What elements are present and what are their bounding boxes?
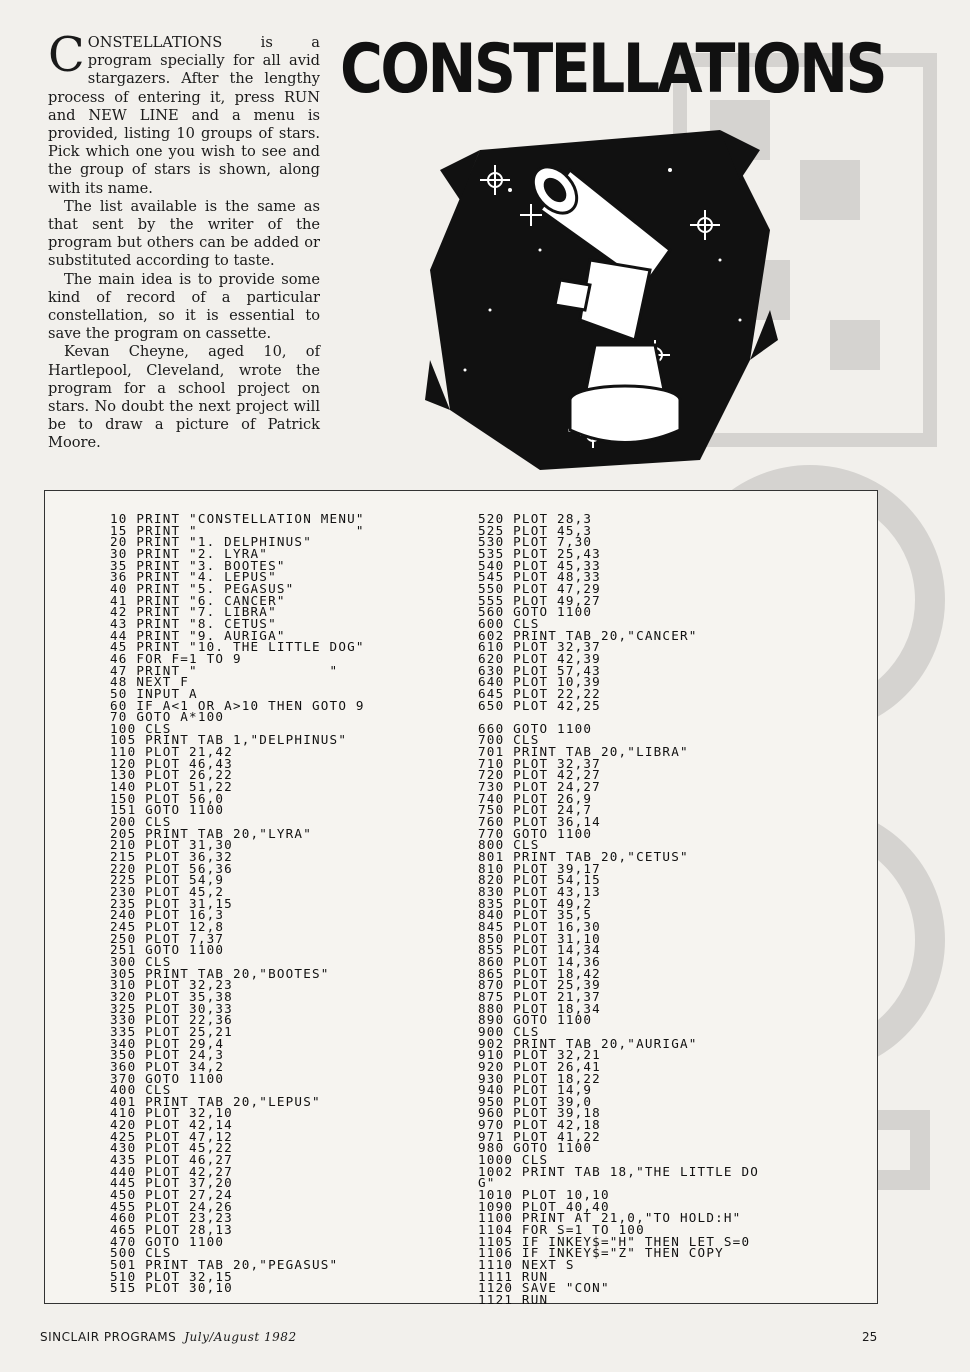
code-line: 46 FOR F=1 TO 9 <box>110 650 242 666</box>
code-line: 151 GOTO 1100 <box>110 802 225 818</box>
code-line: 400 CLS <box>110 1082 172 1098</box>
code-line: 525 PLOT 45,3 <box>478 522 593 538</box>
code-line: 910 PLOT 32,21 <box>478 1047 601 1063</box>
code-line: 920 PLOT 26,41 <box>478 1058 601 1074</box>
code-line: 800 CLS <box>478 837 540 853</box>
code-line: 840 PLOT 35,5 <box>478 907 593 923</box>
code-line: 740 PLOT 26,9 <box>478 790 593 806</box>
code-line: 70 GOTO A*100 <box>110 709 225 725</box>
code-line: 42 PRINT "7. LIBRA" <box>110 604 277 620</box>
code-line: 310 PLOT 32,23 <box>110 977 233 993</box>
code-line: 602 PRINT TAB 20,"CANCER" <box>478 627 698 643</box>
code-line: 980 GOTO 1100 <box>478 1140 593 1156</box>
code-line: 105 PRINT TAB 1,"DELPHINUS" <box>110 732 348 748</box>
code-line: 130 PLOT 26,22 <box>110 767 233 783</box>
code-line: 1002 PRINT TAB 18,"THE LITTLE DO <box>478 1163 760 1179</box>
code-line: 15 PRINT " " <box>110 522 365 538</box>
code-line: 515 PLOT 30,10 <box>110 1280 233 1296</box>
code-line: 460 PLOT 23,23 <box>110 1210 233 1226</box>
code-line: 645 PLOT 22,22 <box>478 685 601 701</box>
code-line: 435 PLOT 46,27 <box>110 1152 233 1168</box>
code-line: 210 PLOT 31,30 <box>110 837 233 853</box>
code-line: 1104 FOR S=1 TO 100 <box>478 1222 645 1238</box>
code-line: 971 PLOT 41,22 <box>478 1128 601 1144</box>
page-title: CONSTELLATIONS <box>340 30 886 109</box>
code-line: 560 GOTO 1100 <box>478 604 593 620</box>
code-line: 540 PLOT 45,33 <box>478 557 601 573</box>
code-line: 320 PLOT 35,38 <box>110 988 233 1004</box>
code-line: 530 PLOT 7,30 <box>478 534 593 550</box>
code-line: 200 CLS <box>110 814 172 830</box>
code-line: 660 GOTO 1100 <box>478 720 593 736</box>
code-line: 340 PLOT 29,4 <box>110 1035 225 1051</box>
code-line: 60 IF A<1 OR A>10 THEN GOTO 9 <box>110 697 365 713</box>
program-listing <box>44 490 878 1307</box>
code-line: 520 PLOT 28,3 <box>478 511 593 526</box>
intro-paragraph: Kevan Cheyne, aged 10, of Hartlepool, Cleveland, wrote the program for a school project on stars. No doubt the next project will be to draw a picture of Patrick Moore. <box>48 343 320 452</box>
listing-column-left <box>110 513 365 1294</box>
intro-text <box>48 27 320 453</box>
code-line: 230 PLOT 45,2 <box>110 884 225 899</box>
code-line: 440 PLOT 42,27 <box>110 1163 233 1179</box>
code-line: 120 PLOT 46,43 <box>110 755 233 771</box>
code-line: 455 PLOT 24,26 <box>110 1198 233 1214</box>
code-line: 330 PLOT 22,36 <box>110 1012 233 1028</box>
code-line: 865 PLOT 18,42 <box>478 965 601 981</box>
code-line: G" <box>478 1175 496 1191</box>
code-line: 470 GOTO 1100 <box>110 1233 225 1249</box>
code-line: 251 GOTO 1100 <box>110 942 225 958</box>
code-line: 850 PLOT 31,10 <box>478 930 601 946</box>
code-line: 810 PLOT 39,17 <box>478 860 601 876</box>
code-line: 835 PLOT 49,2 <box>478 895 593 911</box>
code-line: 750 PLOT 24,7 <box>478 802 593 818</box>
code-line: 545 PLOT 48,33 <box>478 569 601 585</box>
page-number: 25 <box>862 1330 878 1344</box>
intro-paragraph-text: ONSTELLATIONS is a program specially for all avid stargazers. After the lengthy process of entering it, press RUN and NEW LINE and a menu is provided, listing 10 groups of stars. Pick which one you wish to see and the group of stars is shown, along with its name. <box>48 34 320 197</box>
code-line: 235 PLOT 31,15 <box>110 895 233 911</box>
code-line: 855 PLOT 14,34 <box>478 942 601 958</box>
code-line: 902 PRINT TAB 20,"AURIGA" <box>478 1035 698 1051</box>
code-line: 36 PRINT "4. LEPUS" <box>110 569 277 585</box>
code-line: 555 PLOT 49,27 <box>478 592 601 608</box>
code-line: 900 CLS <box>478 1023 540 1039</box>
code-line: 335 PLOT 25,21 <box>110 1023 233 1039</box>
code-line: 300 CLS <box>110 953 172 969</box>
code-line: 510 PLOT 32,15 <box>110 1268 233 1284</box>
code-line: 44 PRINT "9. AURIGA" <box>110 627 286 643</box>
code-line: 35 PRINT "3. BOOTES" <box>110 557 286 573</box>
code-line: 401 PRINT TAB 20,"LEPUS" <box>110 1093 321 1109</box>
code-line: 600 CLS <box>478 615 540 631</box>
code-line: 110 PLOT 21,42 <box>110 744 233 760</box>
code-line: 1110 NEXT S <box>478 1257 575 1272</box>
code-line: 445 PLOT 37,20 <box>110 1175 233 1191</box>
intro-paragraph: The list available is the same as that sent by the writer of the program but others can be added or substituted according to taste. <box>48 197 320 270</box>
code-line: 450 PLOT 27,24 <box>110 1187 233 1203</box>
code-line: 710 PLOT 32,37 <box>478 755 601 771</box>
intro-paragraph: The main idea is to provide some kind of record of a particular constellation, so it is essential to save the program on cassette. <box>48 270 320 343</box>
code-line: 47 PRINT " " <box>110 662 339 678</box>
code-line: 650 PLOT 42,25 <box>478 697 601 713</box>
code-line: 950 PLOT 39,0 <box>478 1093 593 1109</box>
code-line: 875 PLOT 21,37 <box>478 988 601 1004</box>
code-line: 20 PRINT "1. DELPHINUS" <box>110 534 312 550</box>
code-line: 1100 PRINT AT 21,0,"TO HOLD:H" <box>478 1210 742 1226</box>
code-line: 360 PLOT 34,2 <box>110 1058 225 1074</box>
code-line: 1111 RUN <box>478 1268 549 1284</box>
code-line: 870 PLOT 25,39 <box>478 977 601 993</box>
code-line: 245 PLOT 12,8 <box>110 918 225 934</box>
code-line: 1121 RUN <box>478 1291 549 1307</box>
code-line: 880 PLOT 18,34 <box>478 1000 601 1016</box>
code-line: 620 PLOT 42,39 <box>478 650 601 666</box>
code-line: 1000 CLS <box>478 1152 549 1168</box>
issue-date: July/August 1982 <box>184 1330 297 1344</box>
code-line: 100 CLS <box>110 720 172 736</box>
code-line: 48 NEXT F <box>110 674 190 690</box>
code-line: 845 PLOT 16,30 <box>478 918 601 934</box>
code-line: 630 PLOT 57,43 <box>478 662 601 678</box>
code-line: 760 PLOT 36,14 <box>478 814 601 830</box>
code-line: 50 INPUT A <box>110 685 198 701</box>
code-line: 430 PLOT 45,22 <box>110 1140 233 1156</box>
code-line: 500 CLS <box>110 1245 172 1261</box>
telescope-illustration <box>420 110 780 480</box>
code-line: 45 PRINT "10. THE LITTLE DOG" <box>110 639 365 655</box>
code-line: 640 PLOT 10,39 <box>478 674 601 690</box>
code-line: 1120 SAVE "CON" <box>478 1280 610 1296</box>
code-line: 41 PRINT "6. CANCER" <box>110 592 286 608</box>
code-line: 140 PLOT 51,22 <box>110 779 233 795</box>
code-line: 150 PLOT 56,0 <box>110 790 225 806</box>
code-line: 250 PLOT 7,37 <box>110 930 225 946</box>
code-line: 501 PRINT TAB 20,"PEGASUS" <box>110 1257 339 1272</box>
code-line: 43 PRINT "8. CETUS" <box>110 615 277 631</box>
code-line: 225 PLOT 54,9 <box>110 872 225 888</box>
code-line: 960 PLOT 39,18 <box>478 1105 601 1121</box>
code-line: 465 PLOT 28,13 <box>110 1222 233 1238</box>
code-line: 801 PRINT TAB 20,"CETUS" <box>478 849 689 865</box>
code-line: 220 PLOT 56,36 <box>110 860 233 876</box>
magazine-name: SINCLAIR PROGRAMS <box>40 1330 177 1344</box>
code-line: 770 GOTO 1100 <box>478 825 593 841</box>
code-line: 370 GOTO 1100 <box>110 1070 225 1086</box>
code-line: 930 PLOT 18,22 <box>478 1070 601 1086</box>
code-line: 1105 IF INKEY$="H" THEN LET S=0 <box>478 1233 751 1249</box>
code-line: 30 PRINT "2. LYRA" <box>110 545 269 561</box>
code-line: 215 PLOT 36,32 <box>110 849 233 865</box>
code-line: 205 PRINT TAB 20,"LYRA" <box>110 825 312 841</box>
code-line: 610 PLOT 32,37 <box>478 639 601 655</box>
code-line: 420 PLOT 42,14 <box>110 1117 233 1133</box>
code-line: 940 PLOT 14,9 <box>478 1082 593 1098</box>
code-line: 535 PLOT 25,43 <box>478 545 601 561</box>
code-line: 410 PLOT 32,10 <box>110 1105 233 1121</box>
code-line: 1106 IF INKEY$="Z" THEN COPY <box>478 1245 724 1261</box>
code-line: 240 PLOT 16,3 <box>110 907 225 923</box>
code-line: 550 PLOT 47,29 <box>478 580 601 596</box>
code-line: 970 PLOT 42,18 <box>478 1117 601 1133</box>
code-line: 701 PRINT TAB 20,"LIBRA" <box>478 744 689 760</box>
code-line: 305 PRINT TAB 20,"BOOTES" <box>110 965 330 981</box>
code-line: 10 PRINT "CONSTELLATION MENU" <box>110 511 365 526</box>
code-line: 1010 PLOT 10,10 <box>478 1187 610 1203</box>
code-line: 325 PLOT 30,33 <box>110 1000 233 1016</box>
intro-paragraph <box>48 27 320 198</box>
code-line: 830 PLOT 43,13 <box>478 884 601 899</box>
code-line: 1090 PLOT 40,40 <box>478 1198 610 1214</box>
code-line: 720 PLOT 42,27 <box>478 767 601 783</box>
code-line: 820 PLOT 54,15 <box>478 872 601 888</box>
drop-cap: C <box>48 27 85 83</box>
code-line: 700 CLS <box>478 732 540 748</box>
code-line: 890 GOTO 1100 <box>478 1012 593 1028</box>
footer-credit <box>40 1330 297 1344</box>
code-line: 730 PLOT 24,27 <box>478 779 601 795</box>
code-line: 350 PLOT 24,3 <box>110 1047 225 1063</box>
code-line: 860 PLOT 14,36 <box>478 953 601 969</box>
code-line: 40 PRINT "5. PEGASUS" <box>110 580 295 596</box>
code-line: 425 PLOT 47,12 <box>110 1128 233 1144</box>
listing-column-right <box>478 513 759 1306</box>
